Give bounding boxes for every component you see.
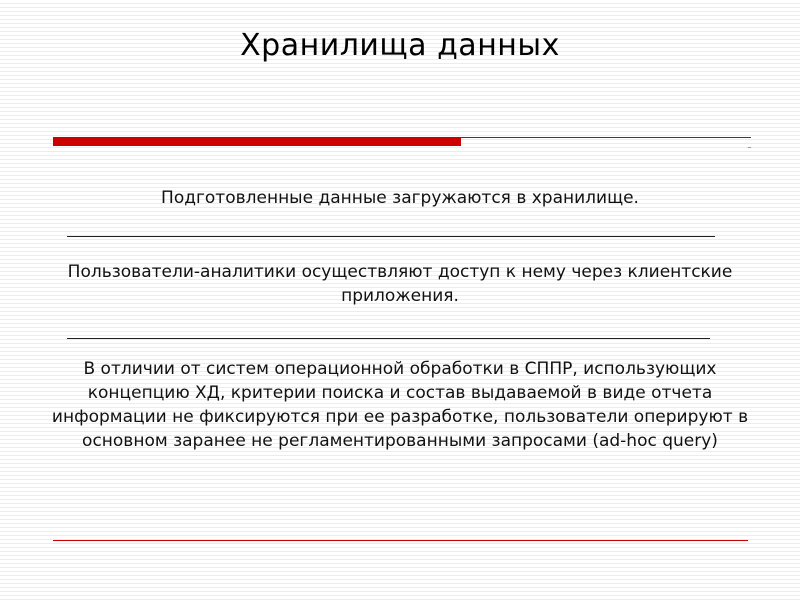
paragraph-adhoc: В отличии от систем операционной обработки в СППР, использующих концепцию ХД, критерии поиска и состав выдаваемой в виде отчета информации не фиксируются при ее разработке, пользователи оперируют в основном заранее не регламентированными запросами (ad-hoc query) (51, 359, 749, 451)
title-accent-line (461, 137, 751, 138)
slide-title: Хранилища данных (240, 28, 560, 63)
title-accent-mark (748, 147, 751, 148)
paragraph-loading: Подготовленные данные загружаются в хранилище. (161, 188, 639, 208)
title-accent-bar (53, 137, 461, 146)
divider-line (67, 236, 715, 237)
footer-accent-line (53, 540, 748, 541)
divider-line (67, 338, 710, 339)
paragraph-access: Пользователи-аналитики осуществляют доступ к нему через клиентские приложения. (67, 262, 733, 306)
